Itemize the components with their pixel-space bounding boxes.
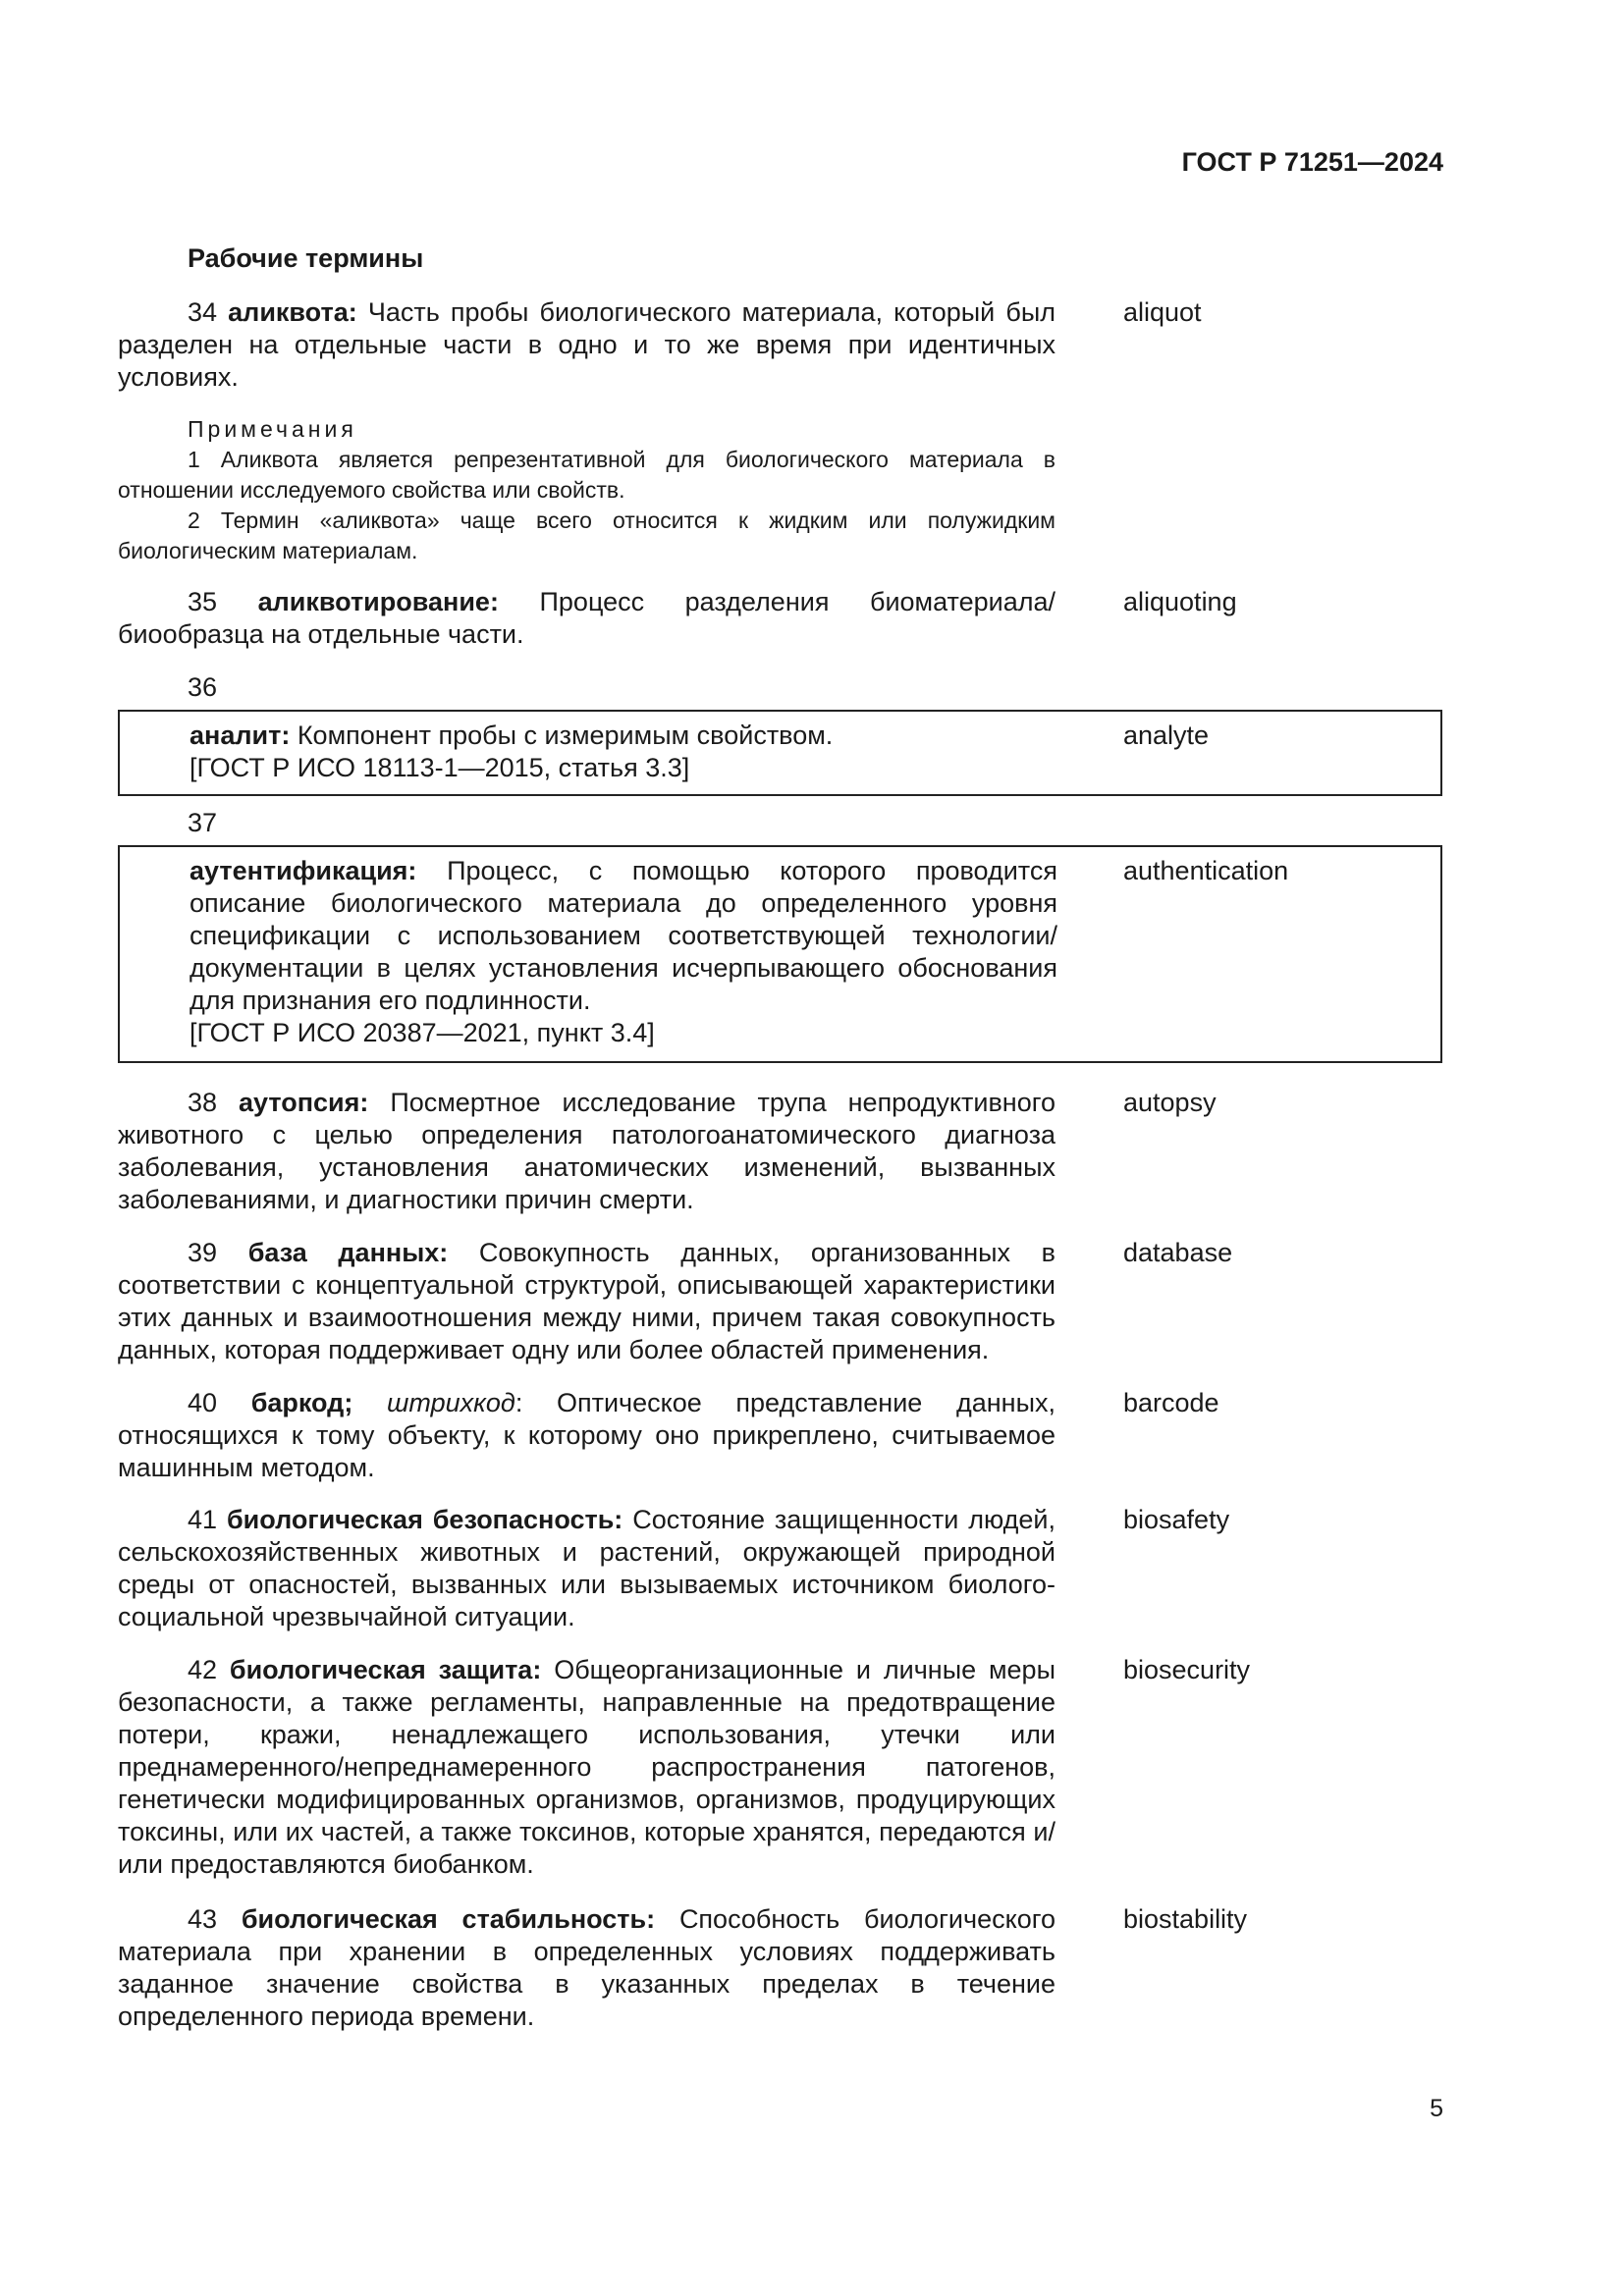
term-english-35: aliquoting bbox=[1123, 587, 1237, 616]
term-number: 35 bbox=[188, 587, 218, 616]
term-definition: Компонент пробы с измеримым свойством. bbox=[297, 721, 834, 750]
term-name: аутентификация: bbox=[189, 856, 417, 885]
term-notes-34 bbox=[118, 414, 1056, 566]
term-box-36 bbox=[118, 710, 1442, 796]
term-english-37: authentication bbox=[1123, 856, 1289, 885]
page-number: 5 bbox=[1430, 2095, 1443, 2122]
note-1: 1 Аликвота является репрезентативной для биологического материала в отношении исследуемого свойства или свойств. bbox=[118, 447, 1056, 503]
term-entry-42 bbox=[118, 1654, 1056, 1881]
term-english-38: autopsy bbox=[1123, 1088, 1217, 1117]
term-english-34: aliquot bbox=[1123, 297, 1202, 327]
term-entry-38 bbox=[118, 1087, 1056, 1216]
term-name: биологическая защита: bbox=[229, 1655, 542, 1684]
notes-title: Примечания bbox=[188, 416, 357, 442]
term-english-39: database bbox=[1123, 1238, 1233, 1267]
term-english-42: biosecurity bbox=[1123, 1655, 1251, 1684]
document-header: ГОСТ Р 71251—2024 bbox=[1181, 147, 1443, 177]
term-name: баркод; bbox=[250, 1388, 353, 1417]
note-2: 2 Термин «аликвота» чаще всего относится к жидким или полужидким биологическим материалам. bbox=[118, 507, 1056, 563]
term-name: аликвотирование: bbox=[257, 587, 499, 616]
term-definition: Часть пробы биологического материала, который был разделен на отдельные части в одно и то же время при идентичных условиях. bbox=[118, 297, 1056, 392]
term-entry-39 bbox=[118, 1237, 1056, 1366]
term-entry-41 bbox=[118, 1504, 1056, 1633]
term-name: биологическая стабильность: bbox=[241, 1904, 656, 1934]
term-number-36: 36 bbox=[188, 672, 218, 702]
section-title: Рабочие термины bbox=[188, 243, 424, 273]
term-reference: [ГОСТ Р ИСО 18113-1—2015, статья 3.3] bbox=[189, 753, 690, 782]
term-entry-40 bbox=[118, 1387, 1056, 1484]
term-english-41: biosafety bbox=[1123, 1505, 1230, 1534]
term-name: база данных: bbox=[247, 1238, 449, 1267]
term-number: 39 bbox=[188, 1238, 218, 1267]
term-number: 34 bbox=[188, 297, 218, 327]
term-entry-34 bbox=[118, 296, 1056, 394]
term-entry-35 bbox=[118, 586, 1056, 651]
term-number: 40 bbox=[188, 1388, 218, 1417]
term-number: 38 bbox=[188, 1088, 218, 1117]
term-definition: Способность биологического материала при хранении в определенных условиях поддерживать заданное значение свойства в указанных пределах в течение определенного периода времени. bbox=[118, 1904, 1056, 2031]
term-alt-name: штрихкод bbox=[386, 1388, 515, 1417]
term-english-40: barcode bbox=[1123, 1388, 1219, 1417]
term-definition: : Оптическое представление данных, относящихся к тому объекту, к которому оно прикреплено, считываемое машинным методом. bbox=[118, 1388, 1056, 1482]
term-definition: Совокупность данных, организованных в соответствии с концептуальной структурой, описывающей характеристики этих данных и взаимоотношения между ними, причем такая совокупность данных, которая поддерживает одну или более областей применения. bbox=[118, 1238, 1056, 1364]
term-definition: Процесс разделения биоматериала/биообразца на отдельные части. bbox=[118, 587, 1056, 649]
term-name: аутопсия: bbox=[238, 1088, 369, 1117]
term-definition: Посмертное исследование трупа непродуктивного животного с целью определения патологоанатомического диагноза заболевания, установления анатомических изменений, вызванных заболеваниями, и диагностики причин смерти. bbox=[118, 1088, 1056, 1214]
term-name: аналит: bbox=[189, 721, 291, 750]
term-number: 43 bbox=[188, 1904, 218, 1934]
term-entry-43 bbox=[118, 1903, 1056, 2033]
term-definition: Процесс, с помощью которого проводится описание биологического материала до определенного уровня спецификации с использованием соответствующей технологии/документации в целях установления исчерпывающего обоснования для признания его подлинности. bbox=[189, 856, 1057, 1015]
term-number-37: 37 bbox=[188, 808, 218, 837]
term-english-43: biostability bbox=[1123, 1904, 1248, 1934]
term-name: биологическая безопасность: bbox=[226, 1505, 623, 1534]
term-reference: [ГОСТ Р ИСО 20387—2021, пункт 3.4] bbox=[189, 1018, 655, 1047]
term-definition: Состояние защищенности людей, сельскохозяйственных животных и растений, окружающей природной среды от опасностей, вызванных или вызываемых источником биолого-социальной чрезвычайной ситуации. bbox=[118, 1505, 1056, 1631]
term-box-37 bbox=[118, 845, 1442, 1063]
term-english-36: analyte bbox=[1123, 721, 1210, 750]
term-name: аликвота: bbox=[228, 297, 357, 327]
term-number: 42 bbox=[188, 1655, 218, 1684]
term-number: 41 bbox=[188, 1505, 218, 1534]
term-definition: Общеорганизационные и личные меры безопасности, а также регламенты, направленные на предотвращение потери, кражи, ненадлежащего использования, утечки или преднамеренного/непреднамеренного распространения патогенов, генетически модифицированных организмов, организмов, продуцирующих токсины, или их частей, а также токсинов, которые хранятся, передаются и/или предоставляются биобанком. bbox=[118, 1655, 1056, 1879]
